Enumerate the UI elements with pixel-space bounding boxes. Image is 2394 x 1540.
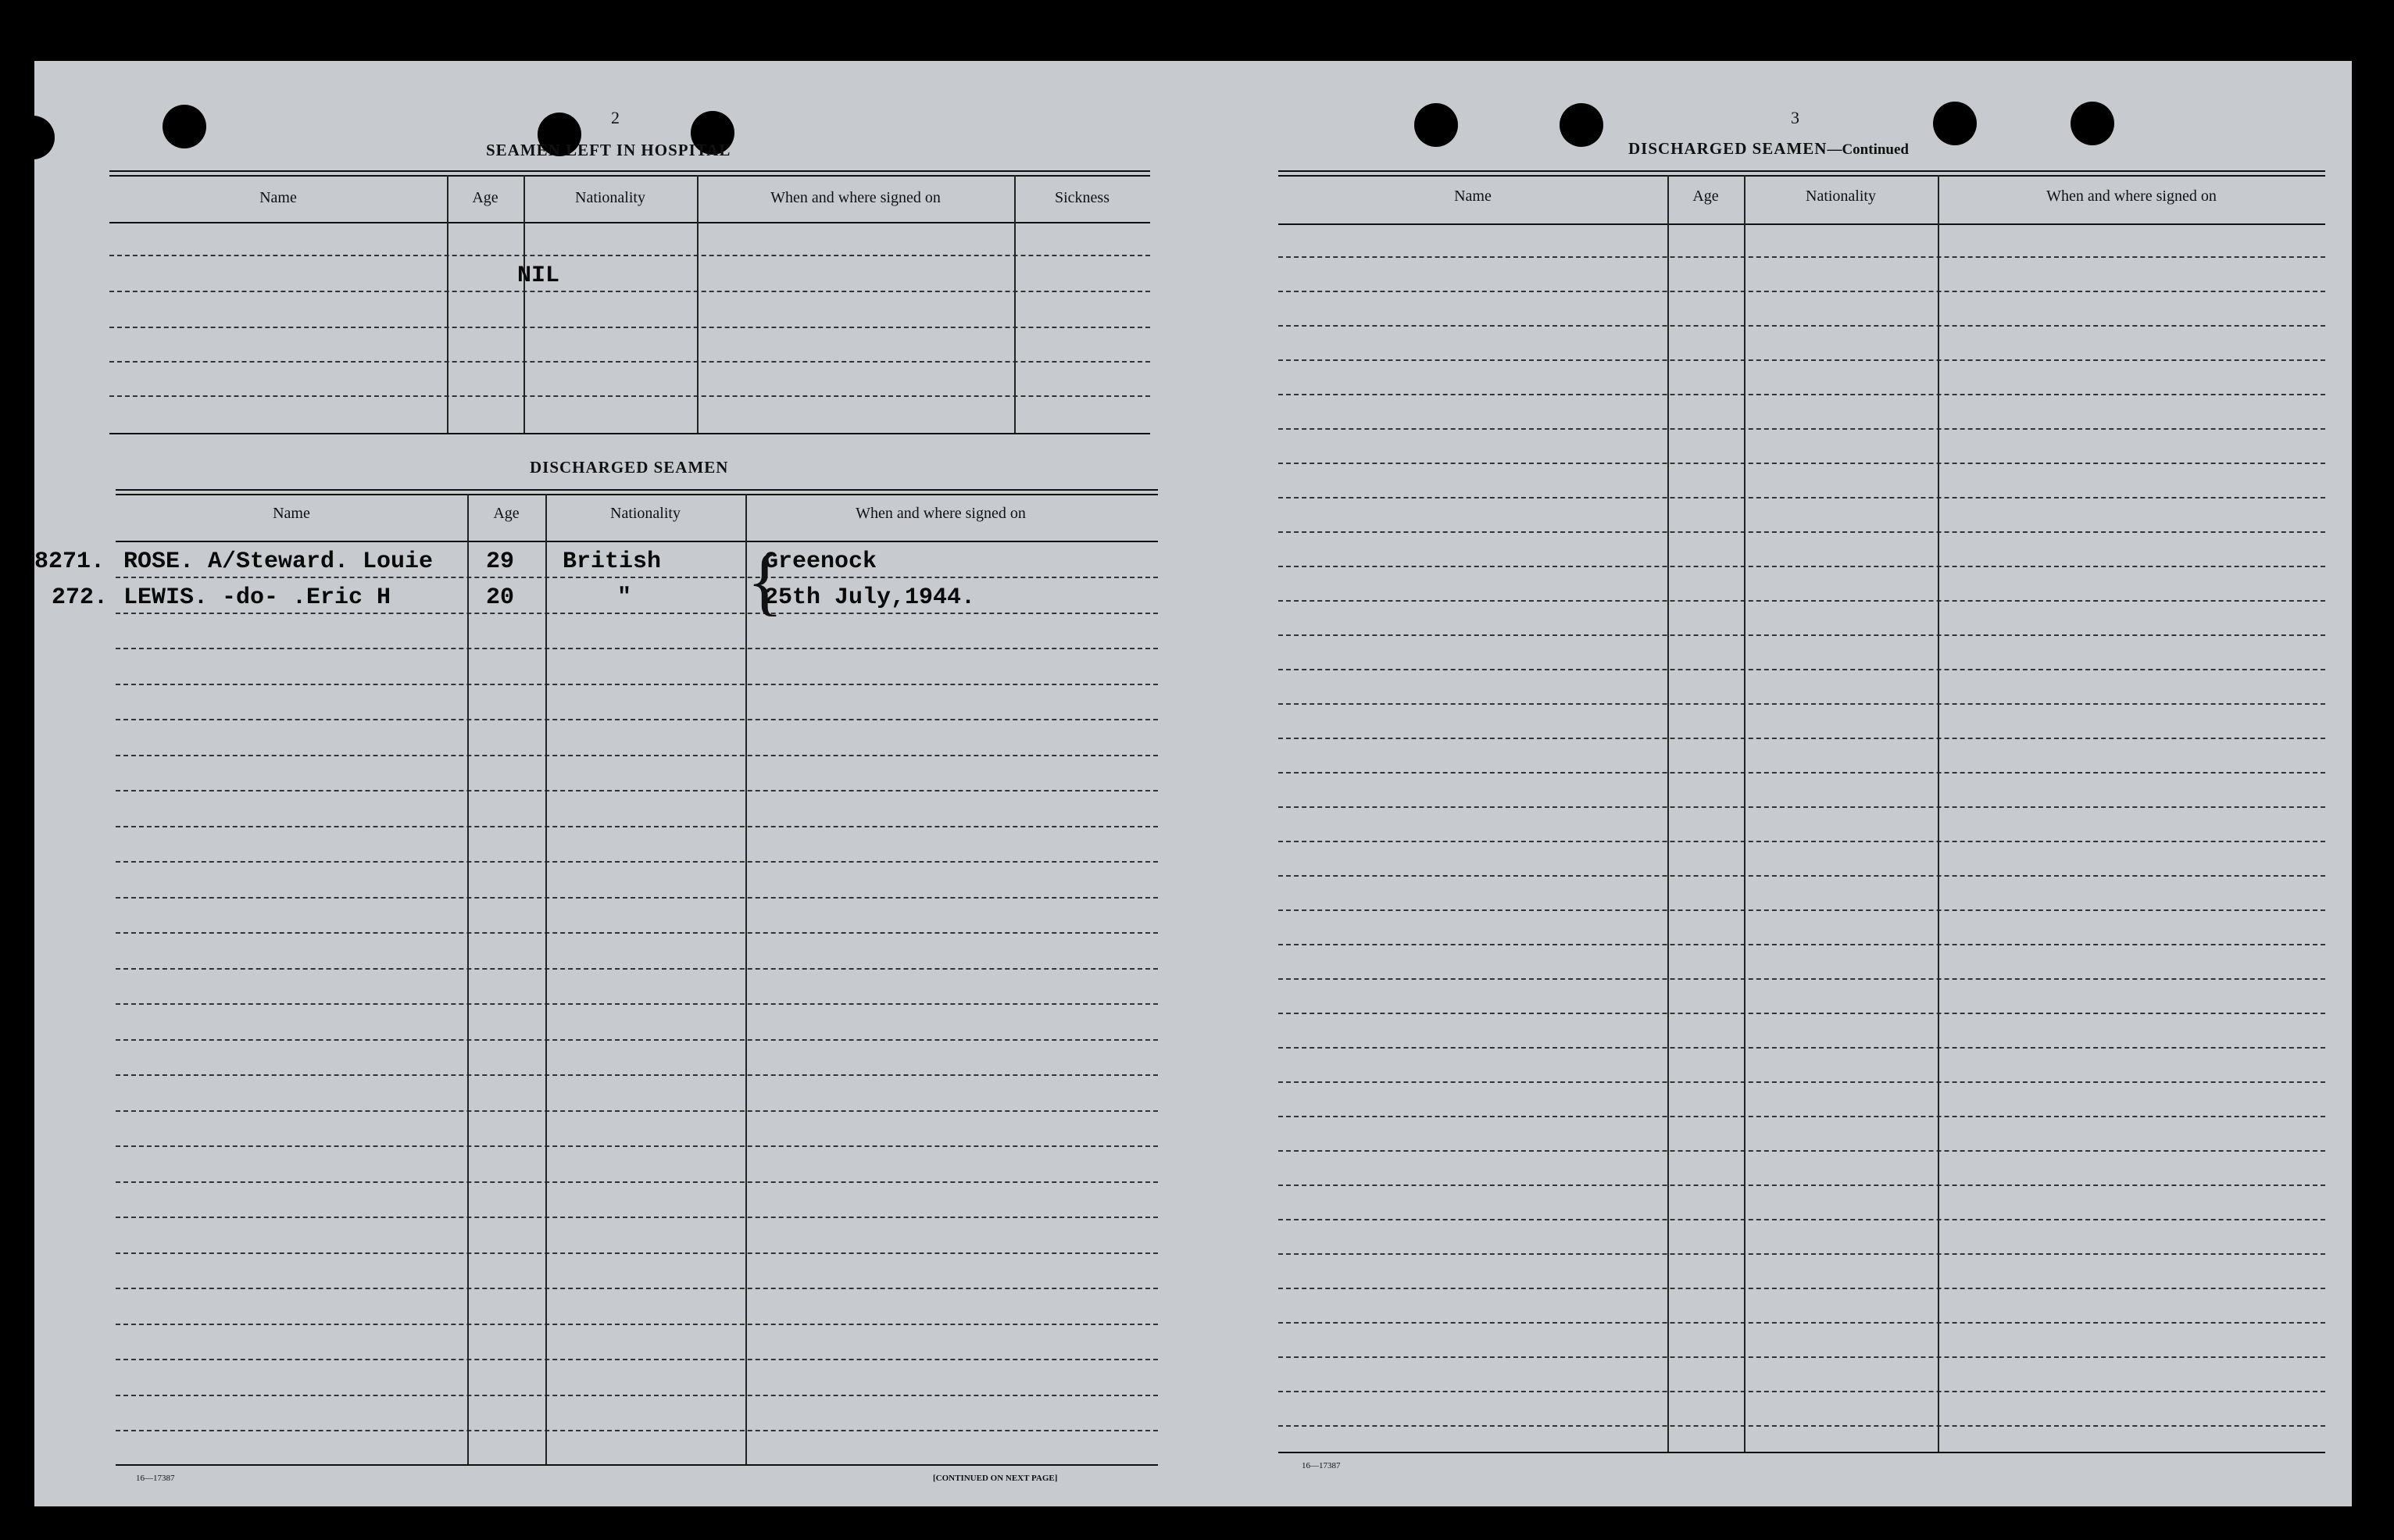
column-divider bbox=[745, 494, 747, 1464]
bracket-mark: { bbox=[747, 539, 784, 623]
punch-hole bbox=[11, 116, 55, 159]
table-row-line bbox=[116, 826, 1158, 827]
right-header-nationality: Nationality bbox=[1806, 188, 1876, 205]
table-row-line bbox=[116, 1359, 1158, 1360]
entry-age: 20 bbox=[486, 584, 515, 611]
table-row-line bbox=[1278, 1013, 2325, 1014]
discharged-header-age: Age bbox=[493, 505, 520, 522]
table-row-line bbox=[1278, 1081, 2325, 1083]
table-row-line bbox=[1278, 531, 2325, 533]
table-row-line bbox=[116, 1003, 1158, 1005]
column-divider bbox=[1938, 175, 1939, 1452]
table-rule bbox=[116, 1464, 1158, 1466]
table-rule bbox=[1278, 170, 2325, 172]
table-rule bbox=[109, 222, 1150, 223]
table-row-line bbox=[116, 1252, 1158, 1254]
table-row-line bbox=[1278, 1219, 2325, 1220]
table-row-line bbox=[1278, 1356, 2325, 1358]
table-row-line bbox=[1278, 325, 2325, 327]
table-rule bbox=[109, 170, 1150, 172]
right-page-title bbox=[1628, 139, 1909, 159]
entry-signed-on: Greenock bbox=[764, 548, 877, 575]
table-rule bbox=[116, 489, 1158, 491]
table-row-line bbox=[109, 361, 1150, 363]
table-row-line bbox=[116, 684, 1158, 685]
table-row-line bbox=[1278, 600, 2325, 602]
hospital-section-title: SEAMEN LEFT IN HOSPITAL bbox=[486, 141, 731, 159]
column-divider bbox=[523, 175, 525, 433]
table-row-line bbox=[1278, 291, 2325, 292]
table-row-line bbox=[1278, 1116, 2325, 1117]
table-row-line bbox=[1278, 1047, 2325, 1049]
table-row-line bbox=[1278, 772, 2325, 774]
punch-hole bbox=[2071, 102, 2114, 145]
table-row-line bbox=[1278, 875, 2325, 877]
table-row-line bbox=[109, 291, 1150, 292]
entry-name: LEWIS. -do- .Eric H bbox=[123, 584, 391, 611]
table-row-line bbox=[1278, 1150, 2325, 1152]
table-row-line bbox=[116, 932, 1158, 934]
punch-hole bbox=[1560, 103, 1603, 147]
table-row-line bbox=[116, 1395, 1158, 1396]
table-row-line bbox=[1278, 1391, 2325, 1392]
entry-signed-on: 25th July,1944. bbox=[764, 584, 976, 611]
right-header-age: Age bbox=[1692, 188, 1719, 205]
table-row-line bbox=[116, 1145, 1158, 1147]
column-divider bbox=[1014, 175, 1016, 433]
hospital-header-sickness: Sickness bbox=[1055, 189, 1109, 206]
entry-number: 272. bbox=[52, 584, 109, 611]
table-row-line bbox=[116, 861, 1158, 863]
table-row-line bbox=[1278, 256, 2325, 258]
table-row-line bbox=[1278, 394, 2325, 395]
table-row-line bbox=[1278, 1425, 2325, 1427]
table-row-line bbox=[116, 1324, 1158, 1325]
table-row-line bbox=[116, 755, 1158, 756]
table-rule bbox=[116, 494, 1158, 495]
right-header-signed-on: When and where signed on bbox=[2046, 188, 2217, 205]
right-page-title-main: DISCHARGED SEAMEN bbox=[1628, 139, 1828, 158]
right-form-number: 16—17387 bbox=[1302, 1461, 1341, 1470]
entry-name: ROSE. A/Steward. Louie bbox=[123, 548, 434, 575]
table-row-line bbox=[116, 897, 1158, 899]
punch-hole bbox=[1933, 102, 1977, 145]
table-row-line bbox=[116, 790, 1158, 791]
table-rule bbox=[1278, 1452, 2325, 1453]
table-row-line bbox=[1278, 978, 2325, 980]
table-row-line bbox=[1278, 428, 2325, 430]
column-divider bbox=[467, 494, 469, 1464]
table-row-line bbox=[1278, 566, 2325, 567]
right-page-title-suffix: —Continued bbox=[1827, 141, 1909, 158]
table-row-line bbox=[116, 648, 1158, 649]
table-row-line bbox=[109, 395, 1150, 397]
table-rule bbox=[109, 433, 1150, 434]
table-row-line bbox=[1278, 634, 2325, 636]
table-row-line bbox=[1278, 909, 2325, 911]
table-row-line bbox=[1278, 1184, 2325, 1186]
column-divider bbox=[545, 494, 547, 1464]
continued-note: [CONTINUED ON NEXT PAGE] bbox=[933, 1474, 1058, 1483]
table-row-line bbox=[1278, 738, 2325, 739]
table-row-line bbox=[1278, 1288, 2325, 1289]
table-row-line bbox=[1278, 1322, 2325, 1324]
hospital-nil-entry: NIL bbox=[517, 263, 560, 289]
table-row-line bbox=[116, 719, 1158, 720]
entry-nationality: British bbox=[563, 548, 662, 575]
right-page-number: 3 bbox=[1791, 108, 1799, 127]
table-row-line bbox=[1278, 669, 2325, 670]
left-form-number: 16—17387 bbox=[136, 1474, 175, 1483]
right-header-name: Name bbox=[1454, 188, 1492, 205]
table-row-line bbox=[1278, 1253, 2325, 1255]
entry-nationality: " bbox=[617, 584, 632, 611]
column-divider bbox=[447, 175, 448, 433]
left-page-number: 2 bbox=[611, 108, 620, 127]
table-row-line bbox=[116, 1430, 1158, 1431]
hospital-header-age: Age bbox=[472, 189, 498, 206]
table-row-line bbox=[116, 1217, 1158, 1218]
table-row-line bbox=[1278, 359, 2325, 361]
table-row-line bbox=[116, 1110, 1158, 1112]
discharged-header-name: Name bbox=[273, 505, 310, 522]
table-row-line bbox=[109, 327, 1150, 328]
column-divider bbox=[697, 175, 699, 433]
hospital-header-signed-on: When and where signed on bbox=[770, 189, 941, 206]
table-rule bbox=[109, 175, 1150, 177]
table-row-line bbox=[116, 577, 1158, 578]
entry-number: 8271. bbox=[34, 548, 105, 575]
table-rule bbox=[1278, 175, 2325, 177]
document-sheet bbox=[34, 61, 2352, 1506]
table-row-line bbox=[1278, 703, 2325, 705]
entry-age: 29 bbox=[486, 548, 515, 575]
table-row-line bbox=[116, 1039, 1158, 1041]
table-row-line bbox=[116, 968, 1158, 970]
column-divider bbox=[1744, 175, 1745, 1452]
table-row-line bbox=[1278, 497, 2325, 498]
hospital-header-nationality: Nationality bbox=[575, 189, 645, 206]
hospital-header-name: Name bbox=[259, 189, 297, 206]
table-row-line bbox=[116, 1074, 1158, 1076]
table-row-line bbox=[109, 255, 1150, 256]
table-row-line bbox=[116, 1288, 1158, 1289]
table-row-line bbox=[116, 613, 1158, 614]
table-row-line bbox=[1278, 841, 2325, 842]
table-row-line bbox=[1278, 463, 2325, 464]
table-row-line bbox=[1278, 944, 2325, 945]
discharged-header-nationality: Nationality bbox=[610, 505, 681, 522]
punch-hole bbox=[1414, 103, 1458, 147]
table-rule bbox=[1278, 223, 2325, 225]
discharged-header-signed-on: When and where signed on bbox=[856, 505, 1026, 522]
table-row-line bbox=[1278, 806, 2325, 808]
table-rule bbox=[116, 541, 1158, 542]
column-divider bbox=[1667, 175, 1669, 1452]
punch-hole bbox=[163, 105, 206, 148]
discharged-section-title: DISCHARGED SEAMEN bbox=[530, 458, 729, 477]
table-row-line bbox=[116, 1181, 1158, 1183]
